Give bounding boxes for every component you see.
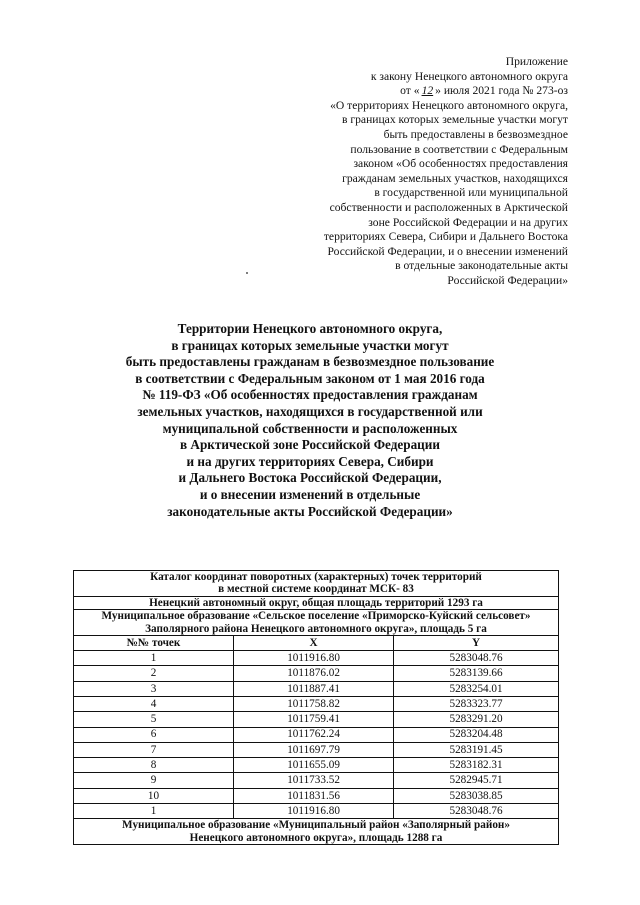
municipality-line: Заполярного района Ненецкого автономного округа», площадь 5 га (145, 622, 487, 635)
appendix-law-ref: к закону Ненецкого автономного округа (370, 69, 568, 83)
x-coordinate: 1011916.80 (234, 804, 394, 819)
point-number: 5 (74, 712, 234, 727)
column-header-x: X (234, 636, 394, 651)
x-coordinate: 1011759.41 (234, 712, 394, 727)
point-number: 7 (74, 742, 234, 757)
title-line: быть предоставлены гражданам в безвозмездное пользование (125, 354, 495, 370)
column-header-y: Y (394, 636, 559, 651)
x-coordinate: 1011762.24 (234, 727, 394, 742)
title-line: № 119-ФЗ «Об особенностях предоставления гражданам (142, 387, 478, 403)
district-cell (74, 596, 559, 609)
appendix-line: Российской Федерации» (447, 273, 568, 287)
point-number: 6 (74, 727, 234, 742)
catalog-header (74, 571, 559, 597)
appendix-date-prefix: от « (400, 84, 420, 98)
title-line: муниципальной собственности и расположенных (162, 420, 458, 436)
catalog-header-line: в местной системе координат МСК- 83 (218, 583, 414, 596)
y-coordinate: 5283204.48 (394, 727, 559, 742)
district-text: Ненецкий автономный округ, общая площадь территорий 1293 га (149, 596, 483, 609)
x-coordinate: 1011758.82 (234, 696, 394, 711)
y-coordinate: 5283323.77 (394, 696, 559, 711)
y-coordinate: 5283191.45 (394, 742, 559, 757)
scan-speck (246, 272, 248, 274)
municipality-row (74, 819, 559, 845)
y-coordinate: 5283038.85 (394, 788, 559, 803)
table-row (74, 651, 559, 666)
appendix-line: пользование в соответствии с Федеральным (350, 142, 568, 156)
table-row (74, 696, 559, 711)
table-row (74, 758, 559, 773)
table-row (74, 742, 559, 757)
table-row (74, 666, 559, 681)
point-number: 3 (74, 681, 234, 696)
appendix-header (268, 55, 568, 289)
y-coordinate: 5283048.76 (394, 651, 559, 666)
appendix-line: «О территориях Ненецкого автономного округа, (330, 98, 568, 112)
title-line: земельных участков, находящихся в государственной или (137, 403, 483, 419)
appendix-line: зоне Российской Федерации и на других (368, 215, 568, 229)
coordinates-table (73, 561, 559, 845)
title-line: в соответствии с Федеральным законом от 1 мая 2016 года (135, 370, 485, 386)
catalog-header-row (74, 571, 559, 597)
title-line: в Арктической зоне Российской Федерации (180, 437, 440, 453)
title-line: и Дальнего Востока Российской Федерации, (178, 470, 442, 486)
appendix-label: Приложение (505, 55, 568, 68)
district-row (74, 596, 559, 609)
table-top-gap (74, 561, 559, 571)
appendix-line: в границах которых земельные участки могут (342, 113, 568, 127)
appendix-line: в государственной или муниципальной (374, 186, 568, 200)
point-number: 4 (74, 696, 234, 711)
table-row (74, 788, 559, 803)
title-line: и на других территориях Севера, Сибири (186, 453, 434, 469)
title-line: в границах которых земельные участки могут (171, 337, 449, 353)
title-line: законодательные акты Российской Федерации» (167, 503, 453, 519)
appendix-line: Российской Федерации, и о внесении изменений (327, 244, 568, 258)
y-coordinate: 5283291.20 (394, 712, 559, 727)
point-number: 10 (74, 788, 234, 803)
y-coordinate: 5283139.66 (394, 666, 559, 681)
table-row (74, 681, 559, 696)
table-row (74, 712, 559, 727)
title-line: и о внесении изменений в отдельные (199, 486, 421, 502)
appendix-line: быть предоставлены в безвозмездное (383, 127, 568, 141)
document-title (100, 321, 520, 520)
appendix-line: гражданам земельных участков, находящихся (342, 171, 568, 185)
appendix-date-day: 12 (421, 84, 434, 98)
point-number: 9 (74, 773, 234, 788)
table-row (74, 804, 559, 819)
table-row (74, 773, 559, 788)
point-number: 8 (74, 758, 234, 773)
point-number: 1 (74, 804, 234, 819)
appendix-date-suffix: » июля 2021 года № 273-оз (435, 84, 568, 98)
table-row (74, 727, 559, 742)
x-coordinate: 1011916.80 (234, 651, 394, 666)
x-coordinate: 1011876.02 (234, 666, 394, 681)
point-number: 1 (74, 651, 234, 666)
x-coordinate: 1011733.52 (234, 773, 394, 788)
x-coordinate: 1011831.56 (234, 788, 394, 803)
y-coordinate: 5282945.71 (394, 773, 559, 788)
appendix-line: в отдельные законодательные акты (395, 259, 568, 273)
column-header-points: №№ точек (74, 636, 234, 651)
point-number: 2 (74, 666, 234, 681)
appendix-date-line (268, 84, 568, 99)
y-coordinate: 5283254.01 (394, 681, 559, 696)
municipality-row (74, 610, 559, 636)
municipality-cell (74, 610, 559, 636)
title-line: Территории Ненецкого автономного округа, (177, 321, 443, 336)
y-coordinate: 5283182.31 (394, 758, 559, 773)
municipality-line: Муниципальное образование «Муниципальный район «Заполярный район» (122, 819, 510, 832)
municipality-cell (74, 819, 559, 845)
appendix-line: территориях Севера, Сибири и Дальнего Востока (323, 230, 568, 244)
catalog-header-line: Каталог координат поворотных (характерных) точек территорий (150, 571, 482, 583)
y-coordinate: 5283048.76 (394, 804, 559, 819)
municipality-line: Муниципальное образование «Сельское поселение «Приморско-Куйский сельсовет» (101, 610, 531, 623)
x-coordinate: 1011697.79 (234, 742, 394, 757)
x-coordinate: 1011655.09 (234, 758, 394, 773)
appendix-line: собственности и расположенных в Арктической (329, 200, 568, 214)
x-coordinate: 1011887.41 (234, 681, 394, 696)
appendix-line: законом «Об особенностях предоставления (353, 157, 568, 171)
column-header-row (74, 636, 559, 651)
municipality-line: Ненецкого автономного округа», площадь 1288 га (189, 831, 443, 844)
